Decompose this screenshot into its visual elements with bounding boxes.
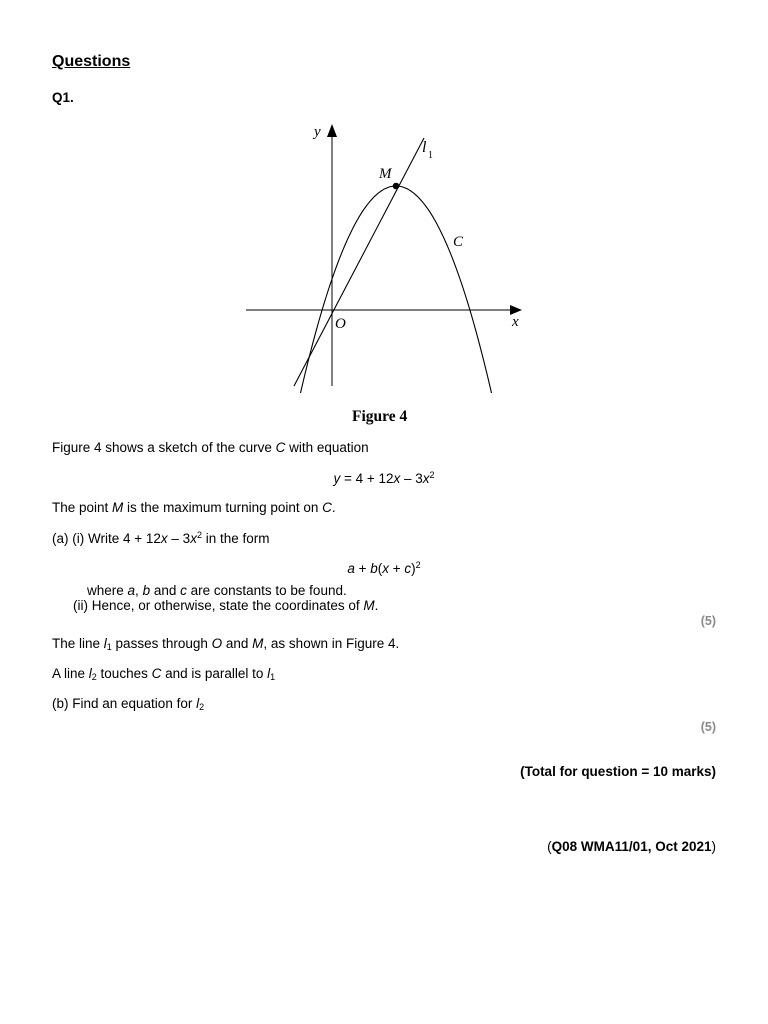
y-axis-label: y — [314, 124, 321, 140]
line-l1-sentence: The line $l_1$ passes through O and M, as shown in Figure 4. — [52, 636, 400, 652]
y-axis-arrow — [327, 124, 337, 137]
part-a-ii: (ii) Hence, or otherwise, state the coordinates of M. — [73, 598, 379, 613]
total-marks: (Total for question = 10 marks) — [520, 764, 716, 779]
form-expression: $a + b(x + c)^2$ — [347, 560, 421, 576]
marks-part-b: (5) — [700, 720, 716, 734]
intro-sentence: Figure 4 shows a sketch of the curve C with equation — [52, 440, 369, 455]
origin-label: O — [335, 316, 346, 332]
question-reference: (Q08 WMA11/01, Oct 2021) — [547, 839, 716, 854]
marks-part-a: (5) — [700, 614, 716, 628]
line-l1 — [294, 138, 424, 386]
part-a-i: (a) (i) Write $4 + 12x - 3x^2$ in the form — [52, 530, 270, 546]
figure-4-sketch — [236, 118, 536, 393]
point-m-label: M — [379, 166, 392, 182]
line-l1-label: l — [422, 139, 427, 156]
max-point-sentence: The point M is the maximum turning point on C. — [52, 500, 336, 515]
x-axis-label: x — [512, 314, 519, 330]
constants-note: where a, b and c are constants to be found. — [87, 583, 347, 598]
curve-c — [294, 186, 492, 393]
page-heading: Questions — [52, 53, 131, 70]
question-number: Q1. — [52, 90, 74, 105]
figure-caption: Figure 4 — [352, 408, 408, 425]
line-l1-subscript: 1 — [428, 150, 433, 161]
point-m — [393, 183, 400, 190]
line-l2-sentence: A line $l_2$ touches C and is parallel to $l_1$ — [52, 666, 276, 682]
curve-equation: $y = 4 + 12x - 3x^2$ — [333, 470, 435, 486]
part-b: (b) Find an equation for $l_2$ — [52, 696, 205, 712]
curve-c-label: C — [453, 234, 464, 250]
